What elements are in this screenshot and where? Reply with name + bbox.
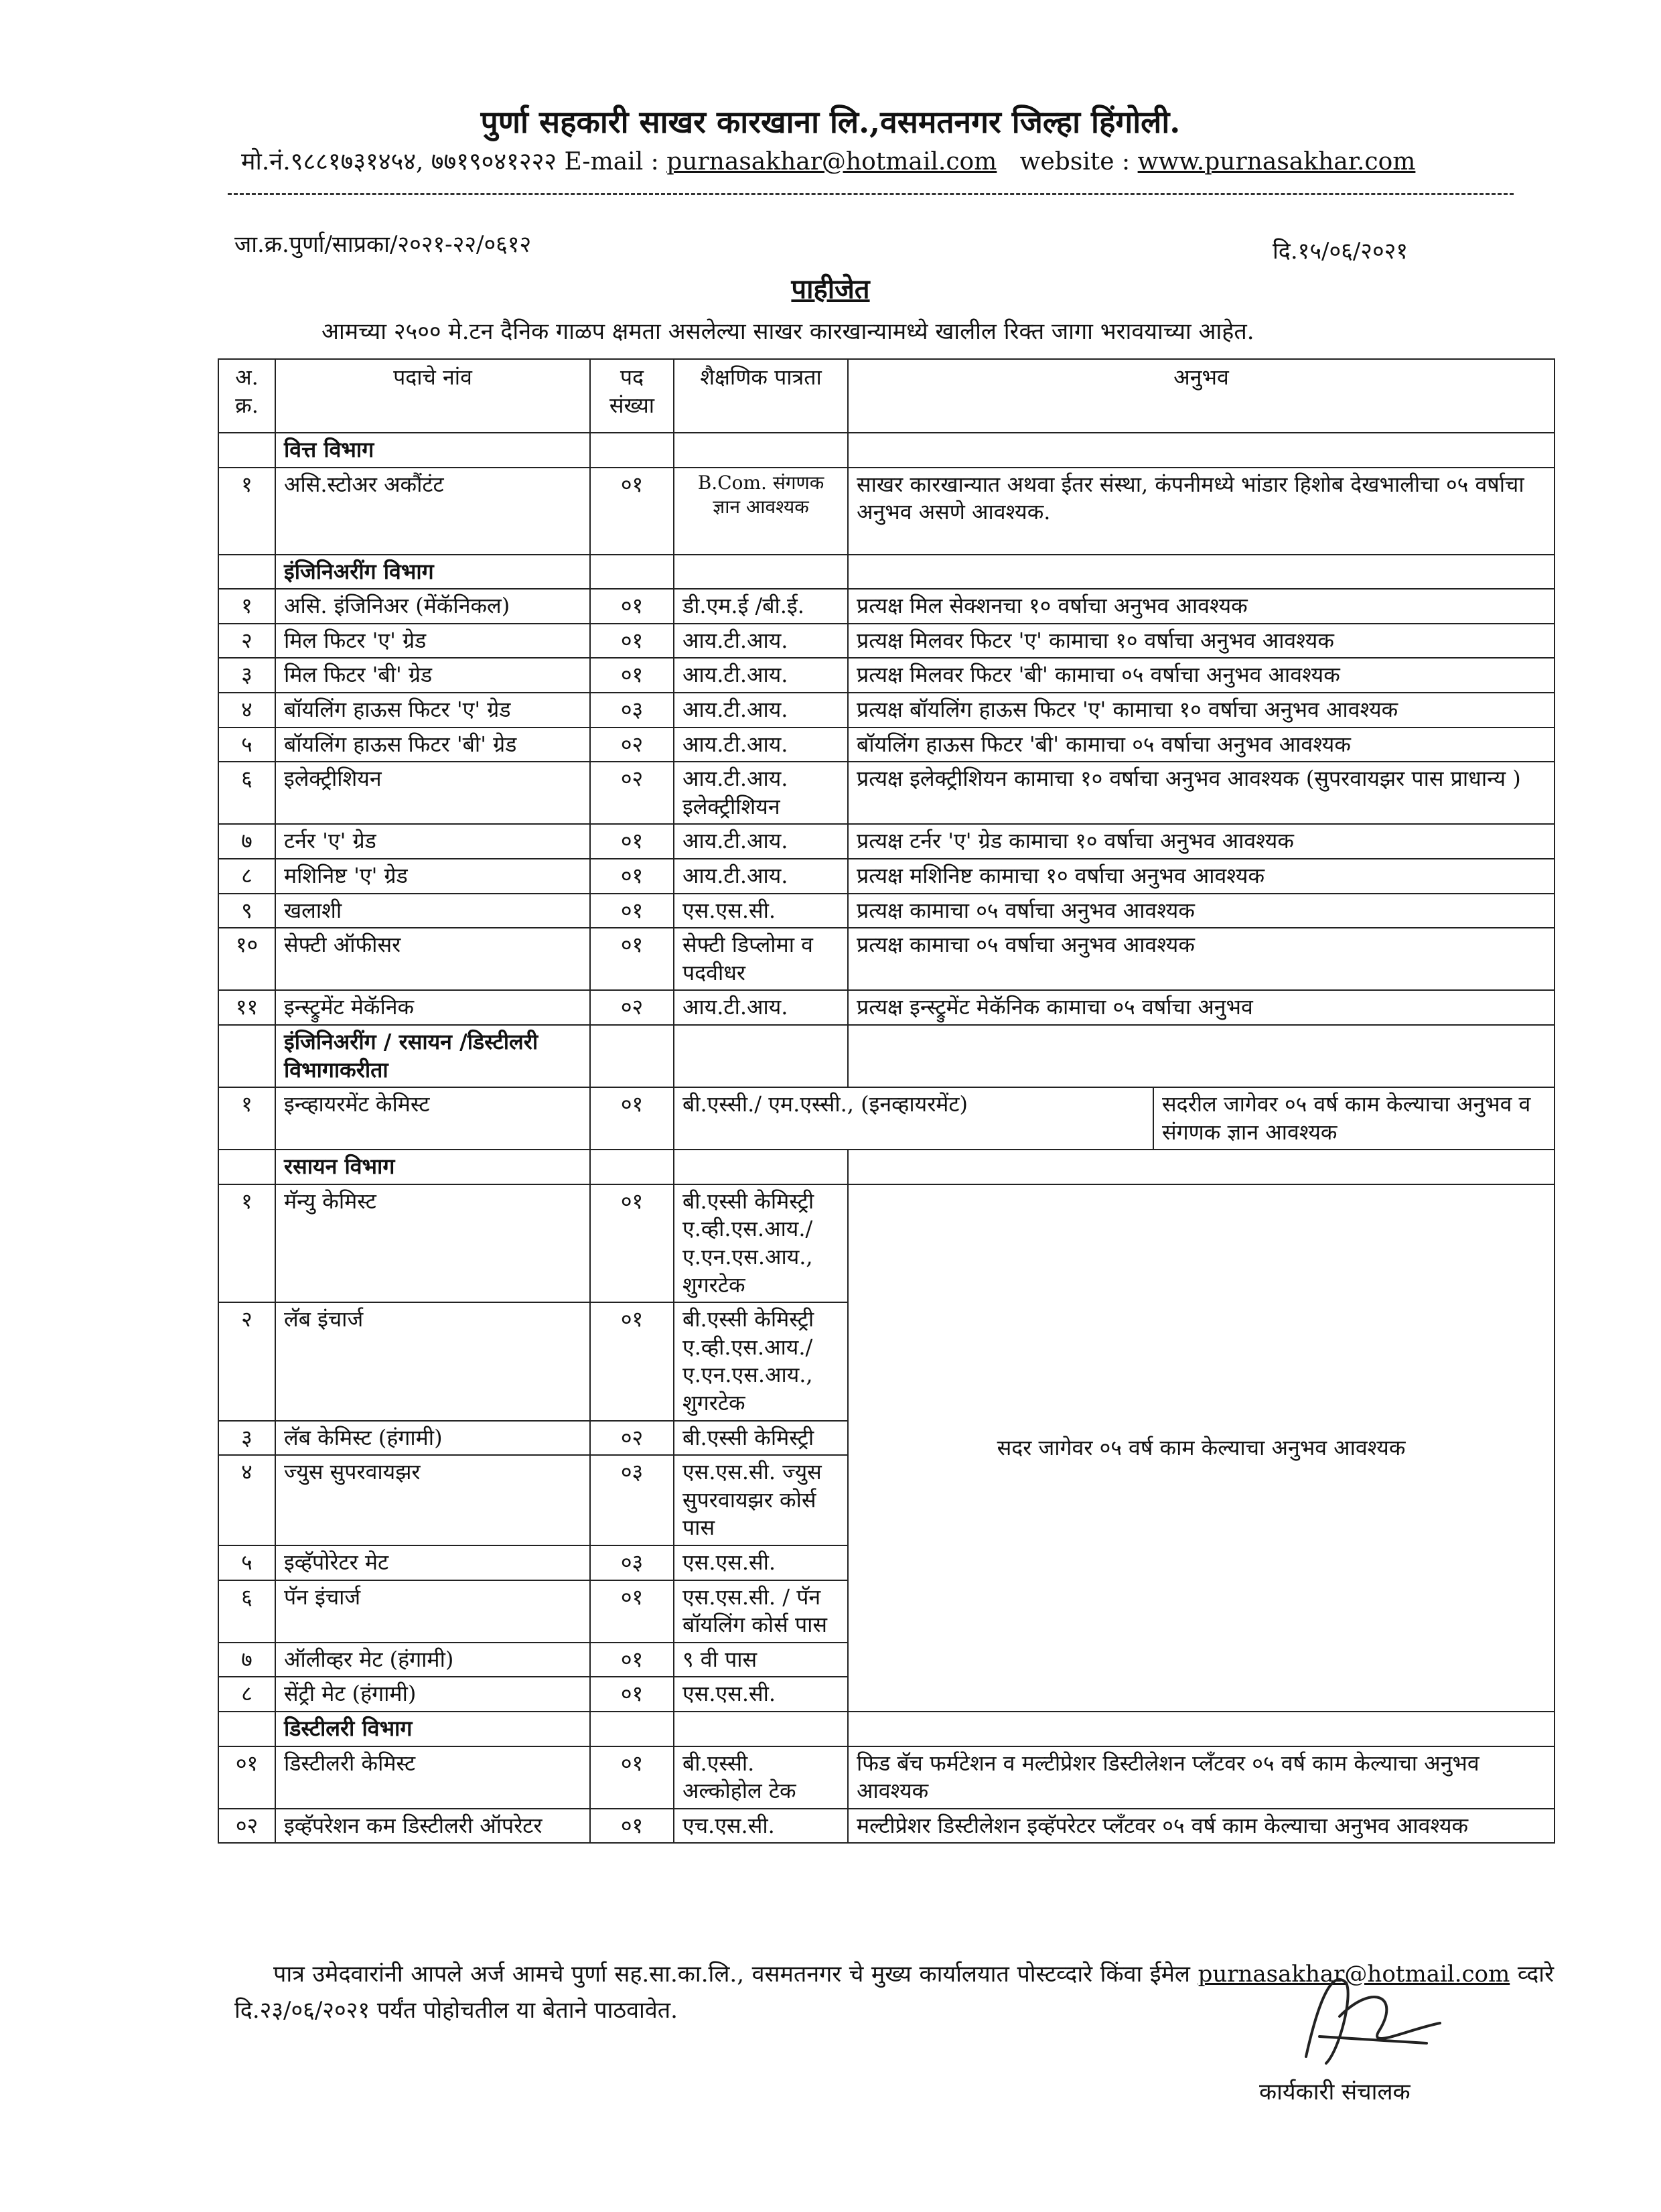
signature xyxy=(1279,1956,1453,2077)
table-row xyxy=(218,1087,1555,1150)
cell-qual: एस.एस.सी. xyxy=(674,1677,848,1712)
table-row xyxy=(218,589,1555,624)
cell-qual: आय.टी.आय. xyxy=(674,859,848,894)
cell-exp: प्रत्यक्ष मशिनिष्ट कामाचा १० वर्षाचा अनुभव आवश्यक xyxy=(848,859,1555,894)
cell-post: इव्हॅपोरेटर मेट xyxy=(275,1545,590,1580)
phone-numbers: मो.नं.९८८१७३१४५४, ७७१९०४१२२२ xyxy=(241,148,557,176)
cell-qual: एस.एस.सी. xyxy=(674,1545,848,1580)
cell-sr: ३ xyxy=(218,658,275,693)
table-row xyxy=(218,693,1555,728)
cell-exp: सदरील जागेवर ०५ वर्ष काम केल्याचा अनुभव व संगणक ज्ञान आवश्यक xyxy=(1162,1091,1531,1145)
signer-title: कार्यकारी संचालक xyxy=(1259,2079,1411,2105)
cell-sr: ७ xyxy=(218,1643,275,1677)
cell-exp: प्रत्यक्ष टर्नर 'ए' ग्रेड कामाचा १० वर्षाचा अनुभव आवश्यक xyxy=(848,824,1555,859)
cell-count: ०१ xyxy=(590,1087,674,1150)
footer-text-1: पात्र उमेदवारांनी आपले अर्ज आमचे पुर्णा सह.सा.का.लि., वसमतनगर चे मुख्य कार्यालयात पोस्टव्दारे किंवा ईमेल xyxy=(273,1961,1190,1988)
cell-count: ०२ xyxy=(590,762,674,824)
cell-qual: आय.टी.आय. xyxy=(674,693,848,728)
cell-qual: बी.एस्सी केमिस्ट्री ए.व्ही.एस.आय./ए.एन.एस.आय., शुगरटेक xyxy=(674,1184,848,1302)
cell-count: ०१ xyxy=(590,928,674,990)
cell-qual: बी.एस्सी. अल्कोहोल टेक xyxy=(674,1746,848,1809)
cell-exp: मल्टीप्रेशर डिस्टीलेशन इव्हॅपरेटर प्लॅंटवर ०५ वर्ष काम केल्याचा अनुभव आवश्यक xyxy=(848,1809,1555,1844)
cell-sr: ४ xyxy=(218,1455,275,1545)
cell-sr: ५ xyxy=(218,1545,275,1580)
table-header-row xyxy=(218,359,1555,433)
col-header-post: पदाचे नांव xyxy=(275,359,590,433)
cell-exp: फिड बॅच फर्मटेशन व मल्टीप्रेशर डिस्टीलेशन प्लॅंटवर ०५ वर्ष काम केल्याचा अनुभव आवश्यक xyxy=(848,1746,1555,1809)
cell-sr: ०१ xyxy=(218,1746,275,1809)
section-row xyxy=(218,433,1555,468)
cell-count: ०३ xyxy=(590,693,674,728)
cell-post: असि.स्टोअर अकौंटंट xyxy=(275,468,590,555)
chemistry-rows xyxy=(218,1184,1555,1712)
email-label: E-mail : xyxy=(564,148,659,176)
cell-qual: बी.एस्सी./ एम.एस्सी., (इनव्हायरमेंट) xyxy=(674,1088,1154,1149)
cell-sr: ३ xyxy=(218,1421,275,1456)
cell-post: टर्नर 'ए' ग्रेड xyxy=(275,824,590,859)
table-row xyxy=(218,468,1555,555)
cell-post: असि. इंजिनिअर (मेंकॅनिकल) xyxy=(275,589,590,624)
cell-exp: प्रत्यक्ष कामाचा ०५ वर्षाचा अनुभव आवश्यक xyxy=(848,928,1555,990)
cell-post: मिल फिटर 'बी' ग्रेड xyxy=(275,658,590,693)
cell-sr: ५ xyxy=(218,728,275,762)
cell-count: ०१ xyxy=(590,894,674,928)
cell-post: पॅन इंचार्ज xyxy=(275,1580,590,1643)
cell-post: ज्युस सुपरवायझर xyxy=(275,1455,590,1545)
cell-qual: आय.टी.आय. xyxy=(674,824,848,859)
cell-post: इव्हॅपरेशन कम डिस्टीलरी ऑपरेटर xyxy=(275,1809,590,1844)
table-row xyxy=(218,859,1555,894)
section-title: इंजिनिअरींग / रसायन /डिस्टीलरी विभागाकरीता xyxy=(275,1025,590,1087)
table-row xyxy=(218,990,1555,1025)
footer-text-2: व्दारे दि.२३/०६/२०२१ पर्यंत पोहोचतील या बेताने पाठवावेत. xyxy=(234,1961,1554,2024)
table-row xyxy=(218,762,1555,824)
cell-post: लॅब इंचार्ज xyxy=(275,1302,590,1420)
divider xyxy=(228,193,1514,195)
col-header-exp: अनुभव xyxy=(848,359,1555,433)
cell-post: ऑलीव्हर मेट (हंगामी) xyxy=(275,1643,590,1677)
cell-sr: ९ xyxy=(218,894,275,928)
cell-post: लॅब केमिस्ट (हंगामी) xyxy=(275,1421,590,1456)
cell-sr: १० xyxy=(218,928,275,990)
cell-exp: प्रत्यक्ष मिलवर फिटर 'ए' कामाचा १० वर्षाचा अनुभव आवश्यक xyxy=(848,624,1555,659)
col-header-count: पद संख्या xyxy=(590,359,674,433)
cell-post: डिस्टीलरी केमिस्ट xyxy=(275,1746,590,1809)
cell-count: ०१ xyxy=(590,859,674,894)
cell-sr: १ xyxy=(218,1087,275,1150)
cell-count: ०२ xyxy=(590,1421,674,1456)
section-title: वित्त विभाग xyxy=(275,433,590,468)
engineering-rows xyxy=(218,589,1555,1025)
cell-count: ०१ xyxy=(590,624,674,659)
cell-count: ०१ xyxy=(590,1809,674,1844)
table-row xyxy=(218,624,1555,659)
cell-exp-merged: सदर जागेवर ०५ वर्ष काम केल्याचा अनुभव आवश्यक xyxy=(848,1184,1555,1712)
section-row xyxy=(218,1150,1555,1184)
letter-date: दि.१५/०६/२०२१ xyxy=(1273,238,1409,265)
cell-qual: एस.एस.सी. ज्युस सुपरवायझर कोर्स पास xyxy=(674,1455,848,1545)
page-heading: पाहीजेत xyxy=(791,273,870,305)
cell-count: ०२ xyxy=(590,728,674,762)
cell-sr: ८ xyxy=(218,1677,275,1712)
cell-sr: १ xyxy=(218,589,275,624)
cell-sr: ७ xyxy=(218,824,275,859)
cell-qual: एस.एस.सी. / पॅन बॉयलिंग कोर्स पास xyxy=(674,1580,848,1643)
cell-post: इलेक्ट्रीशियन xyxy=(275,762,590,824)
cell-count: ०३ xyxy=(590,1455,674,1545)
cell-count: ०१ xyxy=(590,1302,674,1420)
cell-count: ०१ xyxy=(590,824,674,859)
section-row xyxy=(218,555,1555,590)
cell-qual: आय.टी.आय. इलेक्ट्रीशियन xyxy=(674,762,848,824)
cell-post: बॉयलिंग हाऊस फिटर 'ए' ग्रेड xyxy=(275,693,590,728)
cell-qual: आय.टी.आय. xyxy=(674,990,848,1025)
table-row xyxy=(218,894,1555,928)
cell-count: ०२ xyxy=(590,990,674,1025)
table-row xyxy=(218,928,1555,990)
section-title: डिस्टीलरी विभाग xyxy=(275,1712,590,1746)
cell-qual: एच.एस.सी. xyxy=(674,1809,848,1844)
cell-sr: १ xyxy=(218,468,275,555)
cell-sr: १ xyxy=(218,1184,275,1302)
cell-qual: आय.टी.आय. xyxy=(674,728,848,762)
cell-count: ०१ xyxy=(590,589,674,624)
cell-count: ०१ xyxy=(590,468,674,555)
cell-count: ०१ xyxy=(590,1643,674,1677)
section-row xyxy=(218,1712,1555,1746)
cell-post: इन्व्हायरमेंट केमिस्ट xyxy=(275,1087,590,1150)
table-row xyxy=(218,1746,1555,1809)
cell-sr: २ xyxy=(218,624,275,659)
table-row xyxy=(218,824,1555,859)
cell-count: ०१ xyxy=(590,1580,674,1643)
cell-post: खलाशी xyxy=(275,894,590,928)
cell-sr: ६ xyxy=(218,762,275,824)
cell-exp: प्रत्यक्ष मिलवर फिटर 'बी' कामाचा ०५ वर्षाचा अनुभव आवश्यक xyxy=(848,658,1555,693)
cell-qual: आय.टी.आय. xyxy=(674,624,848,659)
footer-email-link[interactable]: purnasakhar@hotmail.com xyxy=(1198,1961,1510,1988)
cell-qual: बी.एस्सी केमिस्ट्री xyxy=(674,1421,848,1456)
cell-post: मशिनिष्ट 'ए' ग्रेड xyxy=(275,859,590,894)
col-header-qual: शैक्षणिक पात्रता xyxy=(674,359,848,433)
cell-post: सेफ्टी ऑफीसर xyxy=(275,928,590,990)
email-link[interactable]: purnasakhar@hotmail.com xyxy=(666,148,997,176)
table-row xyxy=(218,1809,1555,1844)
cell-exp: साखर कारखान्यात अथवा ईतर संस्था, कंपनीमध्ये भांडार हिशोब देखभालीचा ०५ वर्षाचा अनुभव असणे आवश्यक. xyxy=(848,468,1555,555)
reference-number: जा.क्र.पुर्णा/साप्रका/२०२१-२२/०६१२ xyxy=(234,231,532,258)
cell-count: ०३ xyxy=(590,1545,674,1580)
cell-post: मिल फिटर 'ए' ग्रेड xyxy=(275,624,590,659)
cell-sr: ६ xyxy=(218,1580,275,1643)
intro-text: आमच्या २५०० मे.टन दैनिक गाळप क्षमता असलेल्या साखर कारखान्यामध्ये खालील रिक्त जागा भरावयाच्या आहेत. xyxy=(321,318,1254,345)
cell-exp: प्रत्यक्ष इन्स्ट्रुमेंट मेकॅनिक कामाचा ०५ वर्षाचा अनुभव xyxy=(848,990,1555,1025)
cell-qual: ९ वी पास xyxy=(674,1643,848,1677)
section-title: रसायन विभाग xyxy=(275,1150,590,1184)
cell-post: मॅन्यु केमिस्ट xyxy=(275,1184,590,1302)
cell-sr: ४ xyxy=(218,693,275,728)
cell-post: बॉयलिंग हाऊस फिटर 'बी' ग्रेड xyxy=(275,728,590,762)
cell-exp: प्रत्यक्ष कामाचा ०५ वर्षाचा अनुभव आवश्यक xyxy=(848,894,1555,928)
cell-qual: सेफ्टी डिप्लोमा व पदवीधर xyxy=(674,928,848,990)
section-title: इंजिनिअरींग विभाग xyxy=(275,555,590,590)
distillery-rows xyxy=(218,1746,1555,1844)
table-row xyxy=(218,1184,1555,1302)
cell-post: सेंट्री मेट (हंगामी) xyxy=(275,1677,590,1712)
vacancy-table xyxy=(218,358,1555,1844)
table-row xyxy=(218,658,1555,693)
website-label: website : xyxy=(1019,148,1131,176)
section-row xyxy=(218,1025,1555,1087)
table-row xyxy=(218,728,1555,762)
cell-qual: आय.टी.आय. xyxy=(674,658,848,693)
cell-count: ०१ xyxy=(590,1677,674,1712)
cell-exp: प्रत्यक्ष इलेक्ट्रीशियन कामाचा १० वर्षाचा अनुभव आवश्यक (सुपरवायझर पास प्राधान्य ) xyxy=(848,762,1555,824)
cell-post: इन्स्ट्रुमेंट मेकॅनिक xyxy=(275,990,590,1025)
cell-count: ०१ xyxy=(590,658,674,693)
col-header-sr: अ. क्र. xyxy=(218,359,275,433)
cell-sr: ११ xyxy=(218,990,275,1025)
cell-count: ०१ xyxy=(590,1746,674,1809)
cell-qual: बी.एस्सी केमिस्ट्री ए.व्ही.एस.आय./ए.एन.एस.आय., शुगरटेक xyxy=(674,1302,848,1420)
company-title: पुर्णा सहकारी साखर कारखाना लि.,वसमतनगर जिल्हा हिंगोली. xyxy=(480,104,1181,140)
cell-qual: डी.एम.ई /बी.ई. xyxy=(674,589,848,624)
cell-sr: ०२ xyxy=(218,1809,275,1844)
cell-qual: B.Com. संगणक ज्ञान आवश्यक xyxy=(674,468,848,555)
cell-qual: एस.एस.सी. xyxy=(674,894,848,928)
cell-exp: प्रत्यक्ष बॉयलिंग हाऊस फिटर 'ए' कामाचा १० वर्षाचा अनुभव आवश्यक xyxy=(848,693,1555,728)
contact-line xyxy=(241,144,1415,177)
cell-sr: २ xyxy=(218,1302,275,1420)
cell-exp: प्रत्यक्ष मिल सेक्शनचा १० वर्षाचा अनुभव आवश्यक xyxy=(848,589,1555,624)
cell-exp: बॉयलिंग हाऊस फिटर 'बी' कामाचा ०५ वर्षाचा अनुभव आवश्यक xyxy=(848,728,1555,762)
cell-sr: ८ xyxy=(218,859,275,894)
website-link[interactable]: www.purnasakhar.com xyxy=(1137,148,1416,176)
cell-count: ०१ xyxy=(590,1184,674,1302)
